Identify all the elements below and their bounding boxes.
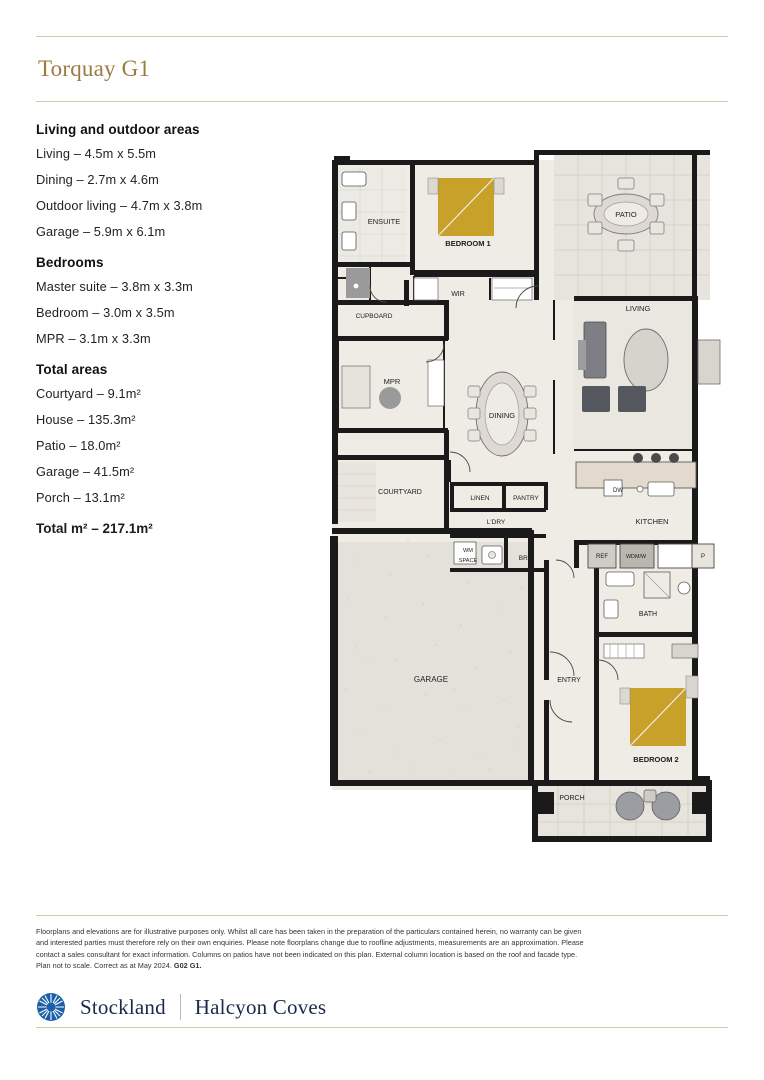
room-label-bedroom1: BEDROOM 1 [445,239,491,248]
room-label-pantry: PANTRY [513,495,539,502]
page-title: Torquay G1 [38,56,151,81]
floorplan-drawing [318,140,738,870]
plan-code: G02 G1. [173,960,202,970]
spec-line: MPR – 3.1m x 3.3m [36,331,151,346]
room-label-ldry: L'DRY [486,519,506,526]
room-label-living: LIVING [625,304,651,313]
spec-line: Living – 4.5m x 5.5m [36,146,157,161]
spec-line: Dining – 2.7m x 4.6m [36,172,159,187]
room-label-garage: GARAGE [413,675,449,684]
room-label-dining: DINING [488,411,516,420]
room-label-bath: BATH [638,611,658,618]
spec-line: Porch – 13.1m² [36,490,125,505]
divider-footer [36,915,728,916]
brand-lockup [36,992,326,1022]
room-label-patio: PATIO [615,210,637,219]
spec-line: Bedroom – 3.0m x 3.5m [36,305,175,320]
room-label-dw: DW [613,488,623,494]
room-label-courtyard: COURTYARD [378,489,422,496]
room-label-wir: WIR [451,291,465,298]
divider-bottom [36,1027,728,1028]
total-area-label: Total m² – 217.1m² [36,521,153,536]
floorplan [318,140,728,860]
disclaimer-line-4-text: Plan not to scale. Correct as at May 2024. [36,960,174,970]
room-label-ref: REF [596,554,608,560]
spec-line: Master suite – 3.8m x 3.3m [36,279,193,294]
spec-group-total-areas [36,362,286,505]
spec-group-bedrooms [36,255,286,346]
room-label-mpr: MPR [383,377,401,386]
room-label-wdmw: WDM/W [625,554,647,560]
spec-line: Patio – 18.0m² [36,438,121,453]
room-label-p: P [700,554,706,560]
disclaimer-text [36,926,736,971]
divider-title [36,101,728,102]
spec-line: Garage – 41.5m² [36,464,135,479]
disclaimer-line-4 [36,960,736,971]
spec-line: Garage – 5.9m x 6.1m [36,224,166,239]
brand-sub-name: Halcyon Coves [194,994,327,1019]
spec-group-living [36,122,286,239]
divider-top [36,36,728,37]
room-label-brm: BRM [518,555,534,562]
room-label-ensuite: ENSUITE [367,217,401,226]
room-label-bedroom2: BEDROOM 2 [633,755,679,764]
spec-heading: Bedrooms [36,255,104,270]
room-label-space: SPACE [458,558,478,564]
brand-divider [180,994,181,1020]
room-label-linen: LINEN [470,495,490,502]
disclaimer-line-1: Floorplans and elevations are for illustrative purposes only. Whilst all care has been taken in the preparation of the particulars contained herein, no warranty can be given [36,927,582,936]
room-label-wm: WM [463,548,473,554]
specifications-panel [36,122,286,536]
room-label-kitchen: KITCHEN [635,517,669,526]
room-label-cupboard: CUPBOARD [355,313,393,320]
spec-line: Courtyard – 9.1m² [36,386,141,401]
stockland-logo-icon [36,992,66,1022]
spec-line: Outdoor living – 4.7m x 3.8m [36,198,203,213]
brand-name: Stockland [80,994,166,1019]
disclaimer-line-3: contact a sales consultant for exact information. Columns on patios have not been indicated on this plan. External column location is based on the roof and facade type. [36,949,578,959]
spec-heading: Living and outdoor areas [36,122,200,137]
spec-heading: Total areas [36,362,108,377]
room-label-porch: PORCH [559,795,585,802]
disclaimer-line-2: and interested parties must therefore rely on their own enquiries. Please note floorplans change due to roofline adjustments, measurements are an approximation. Please [36,938,584,948]
spec-line: House – 135.3m² [36,412,136,427]
room-label-entry: ENTRY [557,677,581,684]
